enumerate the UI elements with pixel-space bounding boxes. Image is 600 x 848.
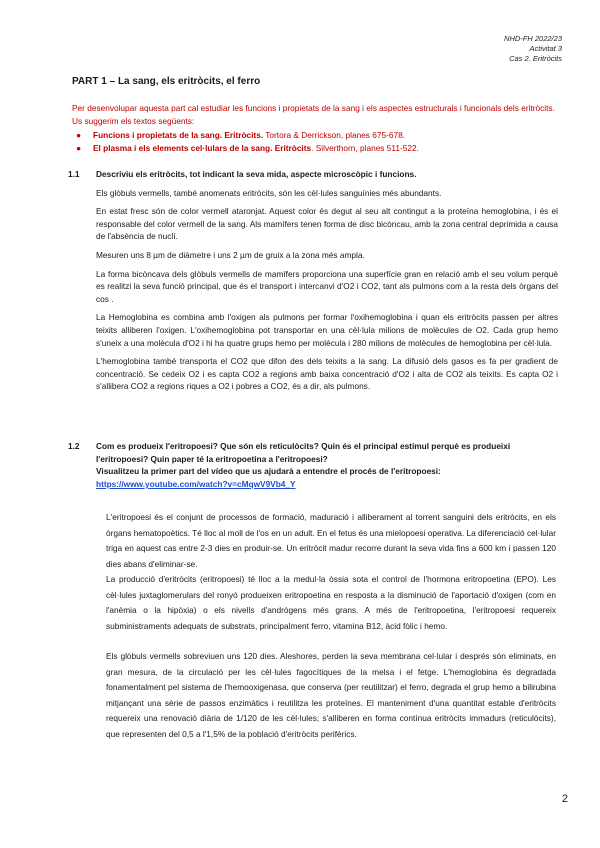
page-number: 2 (561, 793, 568, 805)
video-instruction: Visualitzeu la primer part del vídeo que us ajudarà a entendre el procés de l'eritropoesi: (96, 466, 441, 477)
reading-source: . Silverthorn, planes 511-522. (311, 142, 419, 153)
document-header (504, 34, 562, 64)
section-1-2 (68, 440, 558, 490)
section-question: Descriviu els eritròcits, tot indicant la seva mida, aspecte microscòpic i funcions. (96, 169, 417, 179)
eritropoesi-answer (106, 510, 556, 742)
answer-paragraph: La producció d'eritròcits (eritropoesi) té lloc a la medul·la òssia sota el control de l'hormona eritropoetina (EPO). Les cèl·lules juxtaglomerulars del ronyó produeixen eritropoetina en resposta a la disminució de l'aportació d'oxigen (com en l'anèmia o la hipòxia) o els nivells d'andrògens més grans. A més de l'eritropoetina, l'eritropoesi requereix subministraments adequats de substrats, principalment ferro, vitamina B12, àcid fòlic i hemo. (106, 574, 556, 631)
part-title: PART 1 – La sang, els eritròcits, el ferro (72, 76, 261, 87)
activity-label: Activitat 3 (529, 44, 562, 53)
intro-text: Per desenvolupar aquesta part cal estudiar les funcions i propietats de la sang i els aspectes estructurals i funcionals dels eritròcits. Us suggerim els textos següents: (72, 103, 555, 126)
reading-title: Funcions i propietats de la sang. Eritròcits. (93, 130, 264, 141)
video-link[interactable]: https://www.youtube.com/watch?v=cMqwV9Vb4_Y (96, 478, 296, 489)
answer-paragraph: L'hemoglobina també transporta el CO2 que difon des dels teixits a la sang. La difusió dels gasos es fa per gradient de concentració. Se cedeix O2 i es capta CO2 a regions amb baixa concentració d'O2 i alta de CO2 als teixits. Es capta O2 i s'allibera CO2 a regions riques a O2 i pobres a CO2, és a dir, als pulmons. (96, 356, 558, 392)
section-number: 1.2 (68, 441, 80, 451)
reading-item (72, 142, 558, 155)
answer-paragraph: Mesuren uns 8 µm de diàmetre i uns 2 µm de gruix a la zona més ampla. (96, 249, 365, 260)
course-code: NHD-FH 2022/23 (504, 34, 562, 43)
bullet-icon: ● (76, 142, 82, 153)
reading-item (72, 129, 558, 142)
answer-paragraph: En estat fresc són de color vermell ataronjat. Aquest color és degut al seu alt contingut a la proteïna hemoglobina, i és el responsable del color vermell de la sang. Als mamífers tenen forma de disc bicòncau, amb la zona central deprimida a causa de l'absència de nuclí. (96, 206, 558, 242)
answer-paragraph: L'eritropoesi és el conjunt de processos de formació, maduració i alliberament al torrent sanguini dels eritròcits, en els òrgans hematopoètics. Té lloc al moll de l'os en un adult. En el fetus és una mielopoesi operativa. La diferenciació cel·lular triga en aquest cas entre 2-3 dies en produir-se. Un eritròcit madur recorre durant la seva vida fins a 600 km i passen 120 dies abans d'eliminar-se. (106, 512, 556, 569)
section-question: Com es produeix l'eritropoesi? Que són els reticulòcits? Quin és el principal estímul perquè es produeixi l'eritropoesi? Quin paper té la eritropoetina a l'eritropoesi? (96, 441, 511, 464)
case-label: Cas 2. Eritròcits (509, 54, 562, 63)
reading-title: El plasma i els elements cel·lulars de la sang. Eritròcits (93, 142, 312, 153)
section-number: 1.1 (68, 169, 80, 179)
answer-paragraph: La forma bicòncava dels glòbuls vermells de mamífers proporciona una superfície gran en relació amb el seu volum perquè es realitzi la seva funció principal, que és el transport i intercanvi d'O2 i CO2, tant als pulmons com a la resta dels òrgans del cos . (96, 268, 558, 304)
reading-list (72, 129, 558, 154)
intro-block (72, 102, 558, 154)
answer-paragraph: Els glòbuls vermells, també anomenats eritròcits, són les cèl·lules sanguínies més abundants. (96, 187, 442, 198)
answer-paragraph: Els glòbuls vermells sobreviuen uns 120 dies. Aleshores, perden la seva membrana cel·lular i després són eliminats, en gran mesura, de la circulació per les cèl·lules fagocítiques de la melsa i el fetge. L'hemoglobina és degradada fonamentalment pel sistema de l'hemooxigenasa, que conserva (per reutilitzar) el ferro, degrada el grup hemo a bilirubina mitjançant una sèrie de passos enzimàtics i reutilitza les proteïnes. El manteniment d'una quantitat estable d'eritròcits requereix una renovació diària de 1/120 de les cèl·lules; s'alliberen en forma contínua eritròcits immadurs (reticulòcits), que representen del 0,5 a l'1,5% de la població d'eritròcits perifèrics. (106, 651, 556, 739)
bullet-icon: ● (76, 130, 82, 141)
answer-paragraph: La Hemoglobina es combina amb l'oxigen als pulmons per formar l'oxihemoglobina i quan els eritròcits passen per altres teixits alliberen l'oxigen. L'oxihemoglobina pot transportar en una cèl·lula milions de molècules de O2. Cada grup hemo s'uneix a una molècula d'O2 i hi ha quatre grups hemo per molècula i 280 milions de molècules de hemoglobina per cèl·lula. (96, 312, 558, 348)
reading-source: Tortora & Derrickson, planes 675-678. (263, 130, 406, 141)
section-1-1 (68, 168, 558, 399)
